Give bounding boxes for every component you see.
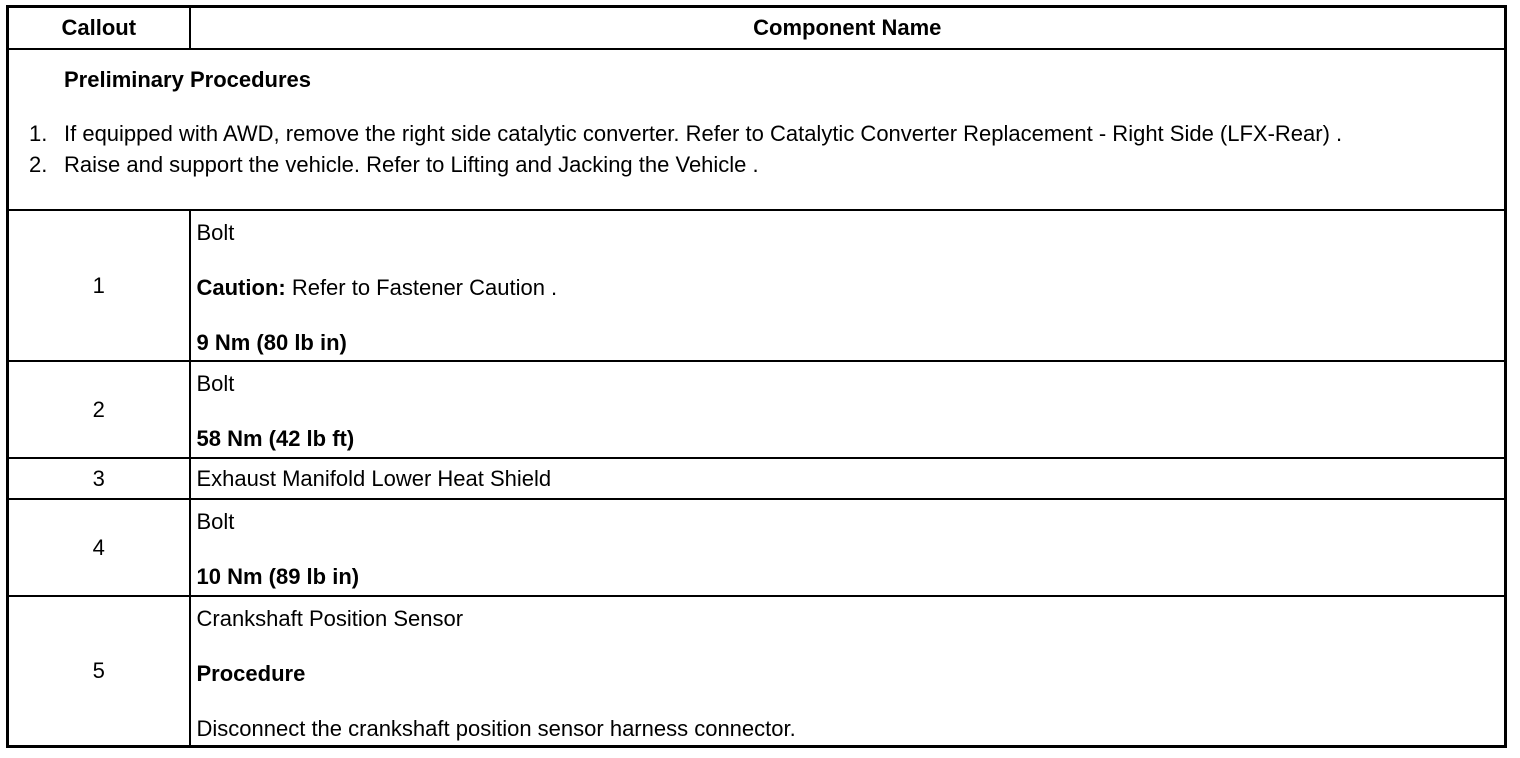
callout-number: 2 bbox=[8, 361, 190, 458]
component-name-column-header: Component Name bbox=[190, 7, 1506, 50]
torque-spec: 10 Nm (89 lb in) bbox=[196, 564, 360, 589]
preliminary-step bbox=[9, 151, 1504, 179]
table-row bbox=[8, 499, 1506, 596]
step-text: Raise and support the vehicle. Refer to Lifting and Jacking the Vehicle . bbox=[64, 152, 759, 177]
component-name: Bolt bbox=[196, 371, 235, 396]
preliminary-heading: Preliminary Procedures bbox=[64, 67, 312, 92]
callout-number: 3 bbox=[8, 458, 190, 499]
torque-spec: 58 Nm (42 lb ft) bbox=[196, 426, 355, 451]
caution-label: Caution: bbox=[196, 275, 286, 300]
callout-number: 5 bbox=[8, 596, 190, 747]
component-name: Crankshaft Position Sensor bbox=[196, 606, 464, 631]
component-cell bbox=[190, 210, 1506, 361]
callout-number: 1 bbox=[8, 210, 190, 361]
table-row bbox=[8, 596, 1506, 747]
procedure-text: Disconnect the crankshaft position sensor harness connector. bbox=[196, 716, 796, 741]
step-number: 2. bbox=[29, 152, 48, 177]
preliminary-cell bbox=[8, 49, 1506, 210]
preliminary-row bbox=[8, 49, 1506, 210]
component-name: Bolt bbox=[196, 509, 235, 534]
procedure-label: Procedure bbox=[196, 661, 306, 686]
component-name: Bolt bbox=[196, 220, 235, 245]
table-row bbox=[8, 210, 1506, 361]
component-table bbox=[6, 5, 1507, 748]
torque-spec: 9 Nm (80 lb in) bbox=[196, 330, 347, 355]
callout-column-header: Callout bbox=[8, 7, 190, 50]
callout-number: 4 bbox=[8, 499, 190, 596]
preliminary-steps bbox=[9, 120, 1504, 179]
caution-text: Refer to Fastener Caution . bbox=[285, 275, 558, 300]
table-row bbox=[8, 458, 1506, 499]
table-header-row bbox=[8, 7, 1506, 50]
preliminary-step bbox=[9, 120, 1504, 148]
component-cell bbox=[190, 596, 1506, 747]
step-number: 1. bbox=[29, 121, 48, 146]
component-cell bbox=[190, 499, 1506, 596]
table-row bbox=[8, 361, 1506, 458]
step-text: If equipped with AWD, remove the right side catalytic converter. Refer to Catalytic Converter Replacement - Right Side (LFX-Rear) . bbox=[64, 121, 1343, 146]
component-cell bbox=[190, 458, 1506, 499]
caution-note bbox=[197, 274, 1505, 302]
component-name: Exhaust Manifold Lower Heat Shield bbox=[196, 465, 552, 491]
component-cell bbox=[190, 361, 1506, 458]
